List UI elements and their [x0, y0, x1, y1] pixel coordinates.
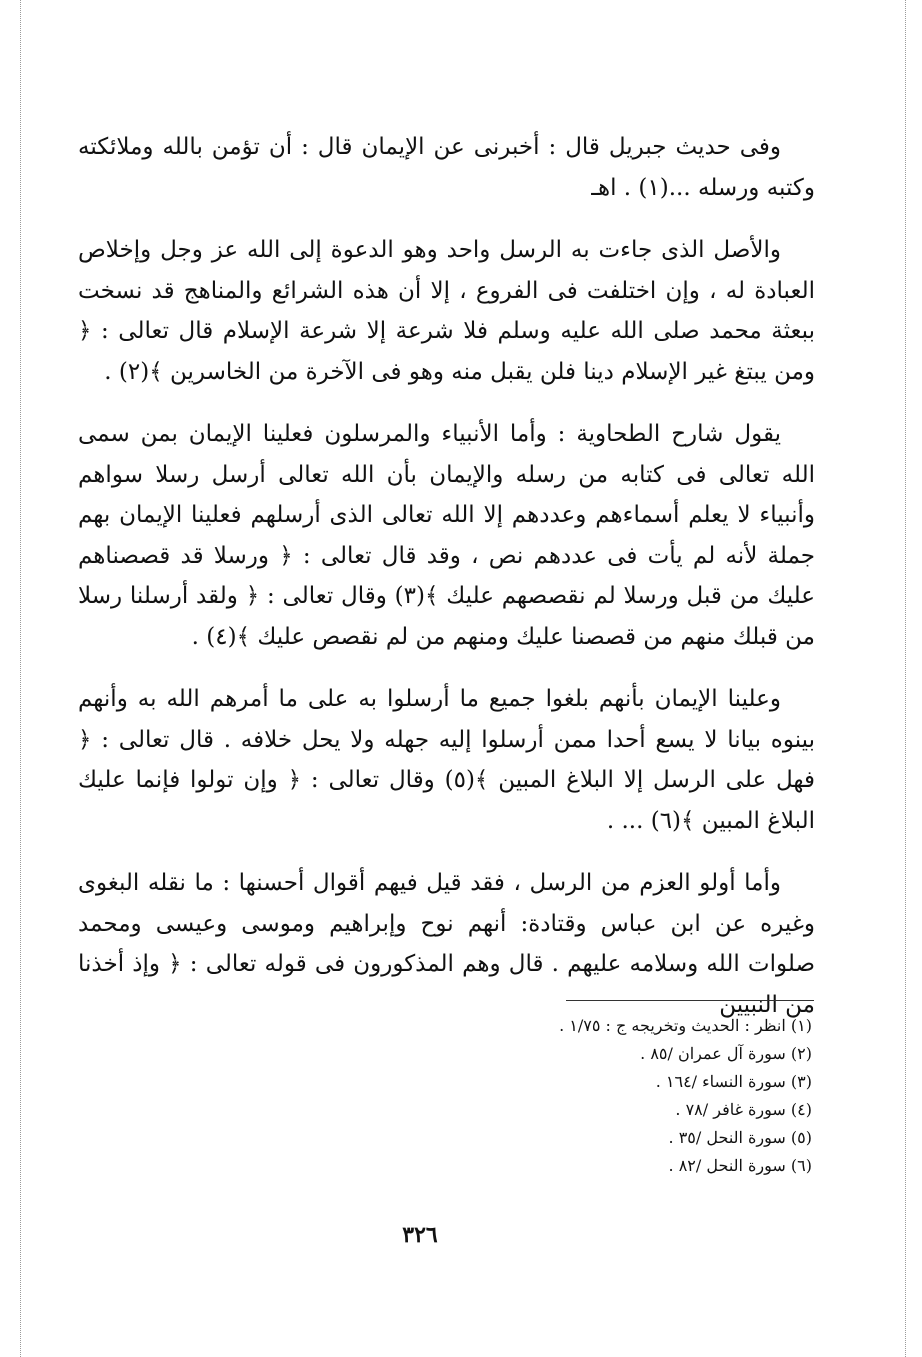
- footnote-item: (٤) سورة غافر /٧٨ .: [675, 1100, 812, 1119]
- footnote-item: (٦) سورة النحل /٨٢ .: [668, 1156, 812, 1175]
- footnote-item: (٢) سورة آل عمران /٨٥ .: [640, 1044, 812, 1063]
- footnote-item: (٥) سورة النحل /٣٥ .: [668, 1128, 812, 1147]
- footnote-separator: [566, 1000, 814, 1001]
- paragraph-hadith-jibril: وفى حديث جبريل قال : أخبرنى عن الإيمان قال : أن تؤمن بالله وملائكته وكتبه ورسله ...(١) . اهـ: [78, 134, 815, 201]
- scan-edge-left: [20, 0, 21, 1357]
- paragraph-tahawiyya: يقول شارح الطحاوية : وأما الأنبياء والمرسلون فعلينا الإيمان بمن سمى الله تعالى فى كتابه من رسله والإيمان بأن الله تعالى أرسل رسلا سواهم وأنبياء لا يعلم أسماءهم وعددهم إلا الله تعالى الذى أرسلهم فعلينا الإيمان بهم جملة لأنه لم يأت فى عددهم نص ، وقد قال تعالى : ﴿ ورسلا قد قصصناهم عليك من قبل ورسلا لم نقصصهم عليك ﴾(٣) وقال تعالى : ﴿ ولقد أرسلنا رسلا من قبلك منهم من قصصنا عليك ومنهم من لم نقصص عليك ﴾(٤) .: [78, 421, 815, 650]
- paragraph-one-religion: والأصل الذى جاءت به الرسل واحد وهو الدعوة إلى الله عز وجل وإخلاص العبادة له ، وإن اختلفت فى الفروع ، إلا أن هذه الشرائع والمناهج قد نسخت ببعثة محمد صلى الله عليه وسلم فلا شرعة إلا شرعة الإسلام قال تعالى : ﴿ ومن يبتغ غير الإسلام دينا فلن يقبل منه وهو فى الآخرة من الخاسرين ﴾(٢) .: [78, 237, 815, 385]
- footnotes: [400, 1012, 812, 1180]
- footnote-item: (٣) سورة النساء /١٦٤ .: [655, 1072, 812, 1091]
- main-text: [78, 127, 815, 1047]
- page-number: ٣٢٦: [402, 1222, 438, 1248]
- footnote-item: (١) انظر : الحديث وتخريجه ج : ١/٧٥ .: [559, 1016, 812, 1035]
- paragraph-conveyance: وعلينا الإيمان بأنهم بلغوا جميع ما أرسلوا به على ما أمرهم الله به وأنهم بينوه بيانا لا يسع أحدا ممن أرسلوا إليه جهله ولا يحل خلافه . قال تعالى : ﴿ فهل على الرسل إلا البلاغ المبين ﴾(٥) وقال تعالى : ﴿ وإن تولوا فإنما عليك البلاغ المبين ﴾(٦) ... .: [78, 686, 816, 834]
- scan-edge-right: [905, 0, 906, 1357]
- paragraph-ulul-azm: وأما أولو العزم من الرسل ، فقد قيل فيهم أقوال أحسنها : ما نقله البغوى وغيره عن ابن عباس وقتادة: أنهم نوح وإبراهيم وموسى وعيسى ومحمد صلوات الله وسلامه عليهم . قال وهم المذكورون فى قوله تعالى : ﴿ وإذ أخذنا من النبيين: [78, 870, 815, 1018]
